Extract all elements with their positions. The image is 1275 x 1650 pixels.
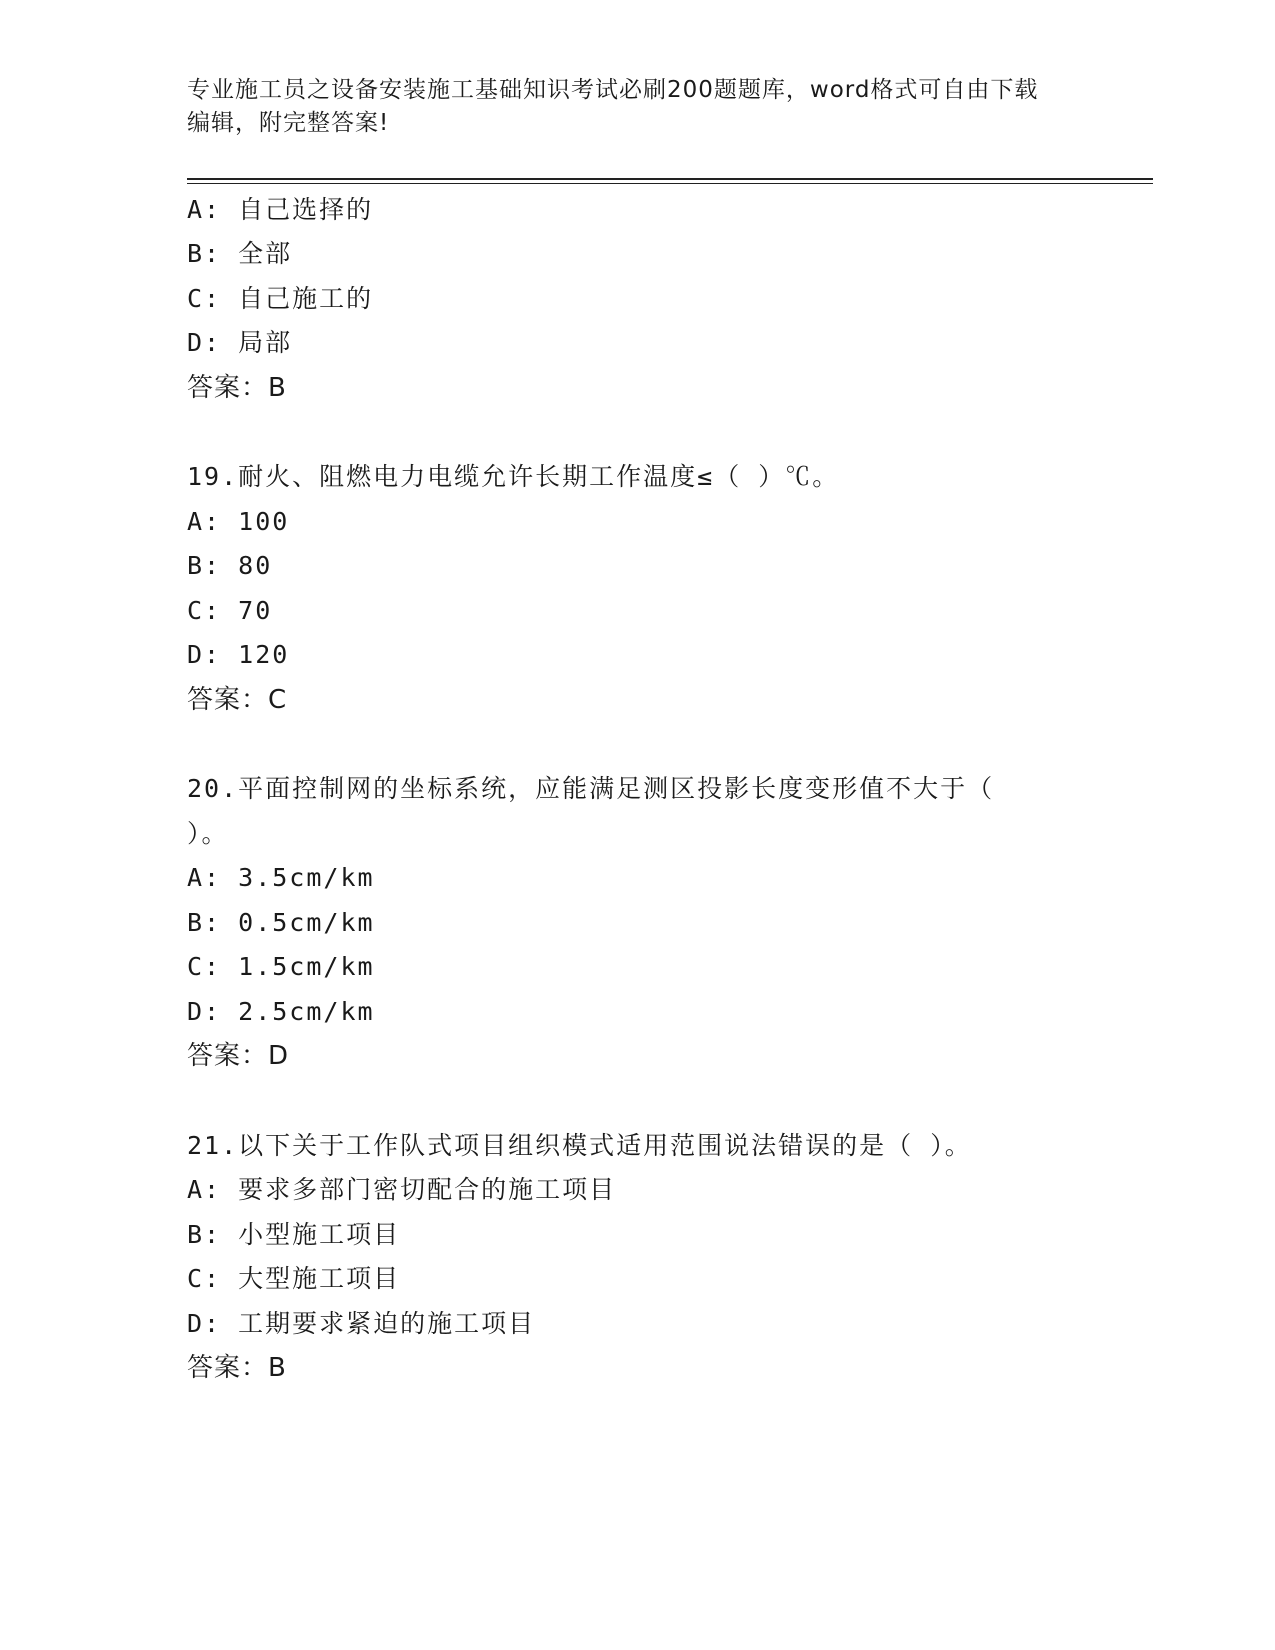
q20-option-d: D: 2.5cm/km: [187, 997, 375, 1026]
q20-option-c: C: 1.5cm/km: [187, 952, 375, 981]
q19-question: 19.耐火、阻燃电力电缆允许长期工作温度≤（ ）℃。: [187, 462, 840, 491]
q21-question: 21.以下关于工作队式项目组织模式适用范围说法错误的是（ ）。: [187, 1131, 972, 1160]
q18-option-c: C: 自己施工的: [187, 284, 374, 313]
q19-option-b: B: 80: [187, 551, 273, 580]
q19-answer: 答案：C: [187, 685, 288, 715]
q21-option-b: B: 小型施工项目: [187, 1220, 401, 1249]
q18-option-b: B: 全部: [187, 239, 293, 268]
header-line-1: 专业施工员之设备安装施工基础知识考试必刷200题题库，word格式可自由下载: [187, 77, 1039, 103]
q19-option-a: A: 100: [187, 507, 290, 536]
q18-option-d: D: 局部: [187, 328, 293, 357]
q20-option-a: A: 3.5cm/km: [187, 863, 375, 892]
q19-option-d: D: 120: [187, 640, 290, 669]
header-line-2: 编辑，附完整答案!: [187, 110, 390, 136]
q18-option-a: A: 自己选择的: [187, 195, 374, 224]
q20-question-line-1: 20.平面控制网的坐标系统，应能满足测区投影长度变形值不大于（: [187, 774, 995, 803]
q21-answer: 答案：B: [187, 1353, 287, 1383]
document-header: [187, 74, 1087, 140]
q19-option-c: C: 70: [187, 596, 273, 625]
q20-option-b: B: 0.5cm/km: [187, 908, 375, 937]
header-divider-thin: [187, 183, 1153, 184]
q21-option-c: C: 大型施工项目: [187, 1264, 401, 1293]
q20-answer: 答案：D: [187, 1041, 290, 1071]
q20-question-line-2: ）。: [187, 819, 229, 848]
q21-option-a: A: 要求多部门密切配合的施工项目: [187, 1175, 617, 1204]
q18-answer: 答案：B: [187, 373, 287, 403]
header-divider-thick: [187, 178, 1153, 180]
q21-option-d: D: 工期要求紧迫的施工项目: [187, 1309, 536, 1338]
